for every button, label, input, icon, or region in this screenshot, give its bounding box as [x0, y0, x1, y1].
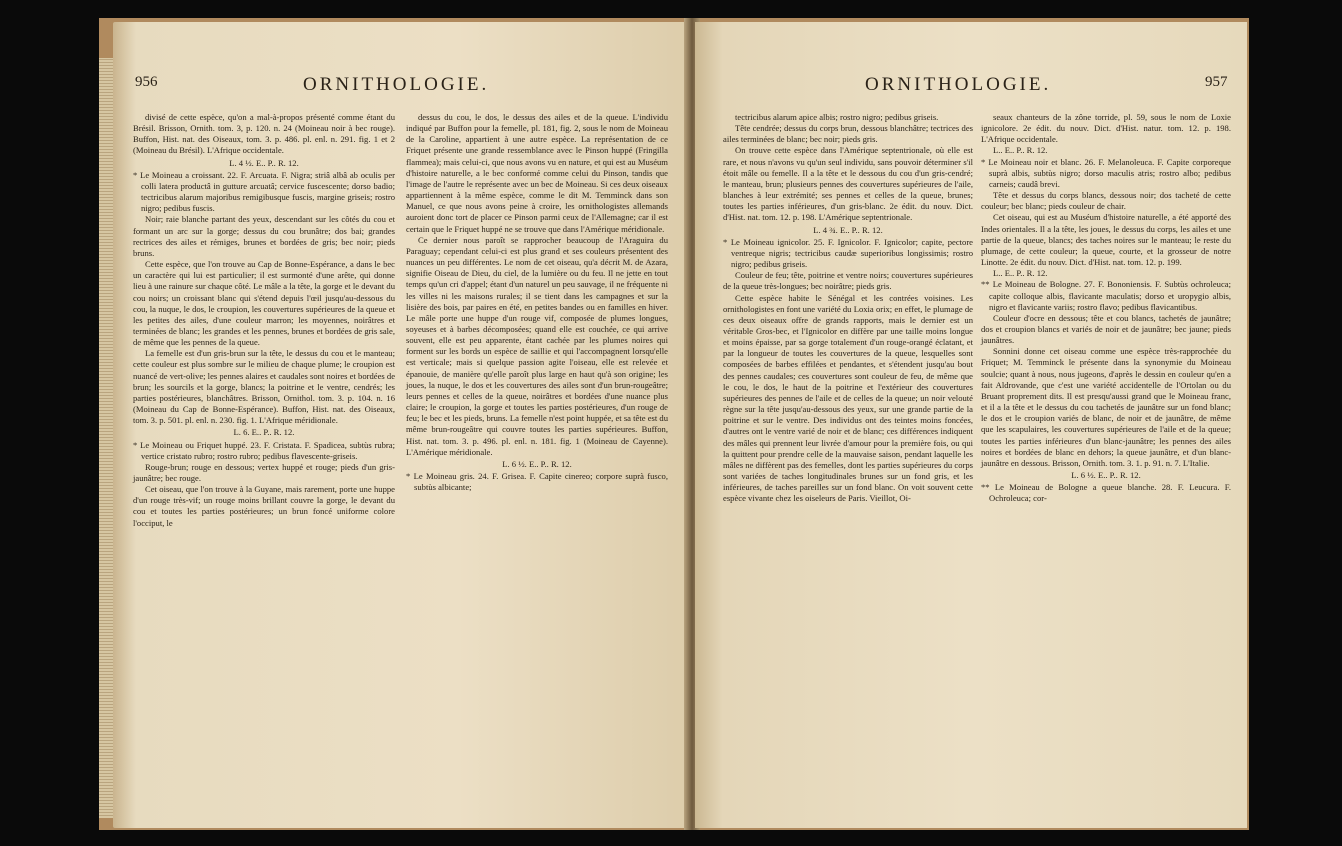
paragraph: L. 6 ½. E.. P.. R. 12.: [502, 458, 572, 469]
paragraph: Cette espèce, que l'on trouve au Cap de Bonne-Espérance, a dans le bec un caractère qui lui est particulier; il est surmonté d'une arête, qui donne lieu à une rainure sur chaque côté. Le mâle a la tête, la gorge et le devant du cou noirs; un croissant blanc qui s'étend depuis l'œil jusqu'au-dessous du cou, la nuque, le dos, le croupion, les couvertures supérieures de la queue et les petites des ailes, d'une couleur marron; les moyennes, noirâtres et terminées de blanc; les grandes et les pennes, brunes et bordées de gris sale, de même que les pennes de la queue.: [133, 259, 395, 348]
paragraph: L.. E.. P.. R. 12.: [993, 145, 1048, 156]
paragraph: * Le Moineau noir et blanc. 26. F. Melanoleuca. F. Capite corporeque suprà albis, subtùs nigro; dorso maculis atris; rostro albo; pedibus carneis; caudâ brevi.: [981, 156, 1231, 189]
paragraph: L. 6 ½. E.. P.. R. 12.: [1071, 470, 1141, 480]
paragraph: L. 4 ½. E.. P.. R. 12.: [229, 157, 299, 168]
paragraph: Couleur d'ocre en dessous; tête et cou blancs, tachetés de jaunâtre; dos et croupion blancs et variés de noir et de jaunâtre; bec jaune; pieds jaunâtres.: [981, 312, 1231, 346]
paragraph: dessus du cou, le dos, le dessus des ailes et de la queue. L'individu indiqué par Buffon pour la femelle, pl. 181, fig. 2, sous le nom de Moineau de la Caroline, appartient à une autre espèce. La représentation de ce Friquet présente une grande ressemblance avec le Pinson huppé (Fringilla flammea); mais celui-ci, que nous avons vu en nature, et qui est au Muséum d'histoire naturelle, a le bec conformé comme celui du Pinson, tandis que l'image de l'autre le représente avec un bec de Moineau. Si ces deux oiseaux appartiennent à la même espèce, comme le dit M. Temminck dans son Manuel, ce que nous avons peine à croire, les ornithologistes allemands auroient donc tort de placer ce Pinson parmi ceux de l'Allemagne; car il est certain que le Friquet huppé ne se trouve que dans l'Amérique méridionale.: [406, 112, 668, 234]
paragraph: * Le Moineau a croissant. 22. F. Arcuata. F. Nigra; striâ albâ ab oculis per colli latera productâ in gutture arcuatâ; cervice fuscescente; dorso badio; tectricibus alarum majoribus remigibusque fuscis, margine griseis; rostro nigro; pedibus fuscis.: [133, 169, 395, 214]
paragraph: Cet oiseau, qui est au Muséum d'histoire naturelle, a été apporté des Indes orientales. Il a la tête, les joues, le dessus du corps, les ailes et une partie de la queue, blancs; des taches noires sur le manteau; le reste du plumage, de cette couleur; la queue, courte, et la grosseur de notre Linotte. 2e édit. du nouv. Dict. d'Hist. nat. tom. 12. p. 199.: [981, 212, 1231, 268]
paragraph: Cette espèce habite le Sénégal et les contrées voisines. Les ornithologistes en font une variété du Loxia orix; en effet, le plumage de ces deux oiseaux offre de grands rapports, mais le dernier est un véritable Gros-bec, et l'Ignicolor en diffère par une taille moins longue et moins épaisse, par sa gorge totalement d'un rouge-orangé éclatant, et par la longueur de toutes les couvertures de la queue, lesquelles sont composées de barbes effilées et pendantes, et s'étendent jusqu'au bout des pennes caudales; ces couvertures sont couleur de feu, de même que le cou, le dos, le haut de la poitrine et l'extérieur des couvertures supérieures des pennes de l'aile et de celles de la queue; un noir velouté règne sur la tête jusqu'au-dessous des yeux, sur une grande partie de la poitrine et sur le ventre. Des individus ont des teintes moins foncées, d'autres ont le ventre varié de noir et de blanc; ces différences indiquent des mâles qui prennent leur livrée d'amour pour la première fois, ou qui la quittent pour prendre celle de la mauvaise saison, pendant laquelle les mâles ne diffèrent pas des femelles, dont les parties supérieures du corps sont variées de taches longitudinales brunes sur un fond gris, et les inférieures, de taches pareilles sur un fond blanc. On voit souvent cette espèce vivante chez les oiseleurs de Paris. Vieillot, Oi-: [723, 292, 973, 504]
paragraph: seaux chanteurs de la zône torride, pl. 59, sous le nom de Loxie ignicolore. 2e édit. du nouv. Dict. d'Hist. natur. tom. 12. p. 198. L'Afrique occidentale.: [981, 112, 1231, 145]
book-spread: [99, 18, 1249, 830]
paragraph: * Le Moineau ignicolor. 25. F. Ignicolor. F. Ignicolor; capite, pectore ventreque nigris; tectricibus caudæ superioribus longissimis; rostro nigro; pedibus griseis.: [723, 236, 973, 270]
paragraph: * Le Moineau ou Friquet huppé. 23. F. Cristata. F. Spadicea, subtùs rubra; vertice cristato rubro; rostro rubro; pedibus flavescente-griseis.: [133, 439, 395, 461]
right-page-number: 957: [1205, 74, 1228, 90]
paragraph: La femelle est d'un gris-brun sur la tête, le dessus du cou et le manteau; cette couleur est plus sombre sur le milieu de chaque plume; le croupion est nuancé de vert-olive; les pennes alaires et caudales sont noires et bordées de brun; les sourcils et la gorge, blancs; la poitrine et le ventre, cendrés; les parties postérieures, blanchâtres. Brisson, Ornithol. tom. 3. p. 104. n. 16 (Moineau du Cap de Bonne-Espérance). Buffon, Hist. nat. des Oiseaux, tom. 3. p. 501. pl. enl. n. 230. fig. 1. L'Afrique méridionale.: [133, 348, 396, 426]
paragraph: ** Le Moineau de Bologne a queue blanche. 28. F. Leucura. F. Ochroleuca; cor-: [981, 482, 1231, 504]
paragraph: On trouve cette espèce dans l'Amérique septentrionale, où elle est rare, et nous n'avons vu qu'un seul individu, sans pouvoir déterminer s'il étoit mâle ou femelle. Il a la tête et le dessous du cou d'un gris-cendré; le manteau, brun; plusieurs pennes des couvertures supérieures de l'aile, blanches à leur extrémité; ses pennes et celles de la queue, brunes; toutes les parties inférieures, d'un gris-blanc. 2e édit. du nouv. Dict. d'Hist. nat. tom. 12. p. 198. L'Amérique septentrionale.: [723, 145, 973, 223]
paragraph: L.. E.. P.. R. 12.: [993, 268, 1048, 279]
paragraph: Cet oiseau, que l'on trouve à la Guyane, mais rarement, porte une huppe d'un rouge très-vif; un rouge moins brillant couvre la gorge, le devant du cou et toutes les parties postérieures; un brun foncé uniforme colore l'occiput, le: [133, 484, 395, 528]
paragraph: Tête et dessus du corps blancs, dessous noir; dos tacheté de cette couleur; bec blanc; pieds couleur de chair.: [981, 190, 1231, 212]
paragraph: divisé de cette espèce, qu'on a mal-à-propos présenté comme étant du Brésil. Brisson, Ornith. tom. 3, p. 120. n. 24 (Moineau noir à bec rouge). Buffon, Hist. nat. des Oiseaux, tom. 3. p. 486. pl. enl. n. 291. fig. 1 et 2 (Moineau du Brésil). L'Afrique occidentale.: [133, 112, 395, 156]
right-page: [695, 22, 1247, 828]
left-page: [113, 22, 688, 828]
paragraph: Tête cendrée; dessus du corps brun, dessous blanchâtre; tectrices des ailes terminées de blanc; bec noir; pieds gris.: [723, 123, 973, 145]
right-running-head: ORNITHOLOGIE.: [865, 74, 1052, 95]
paragraph: Ce dernier nous paroît se rapprocher beaucoup de l'Araguira du Paraguay; cependant celui-ci est plus grand et ses couleurs présentent des nuances un peu différentes. Le nom de cet oiseau, qu'a décrit M. de Azara, signifie Oiseau de Dieu, du ciel, de la lumière ou du feu. Il ne jette en tout temps qu'un cri d'appel; étant d'un naturel un peu sauvage, il ne fréquente ni les villes ni les maisons rurales; il se tient dans les campagnes et sur la lisière des bois, par paires en été, en petites bandes ou en familles en hiver. Le mâle porte une huppe d'un rouge vif, composée de plumes longues, soyeuses et à barbes décomposées; quand elle est couchée, ce qui arrive souvent, elle est peu apparente, étant cachée par les plumes noires qui forment sur les bords un espèce de saillie et qui l'accompagnent lorsqu'elle est verticale; mais si quelque passion agite l'oiseau, elle est relevée et épanouie, de manière qu'elle paroît plus large en haut qu'à son origine; les joues, la nuque, le dos et les couvertures des ailes sont d'un brun-rougeâtre; leurs pennes et celles de la queue, noirâtres et bordées d'une nuance plus claire; le croupion, la gorge et toutes les parties postérieures, d'un rouge de feu; le bec et les pieds, bruns. La femelle n'est point huppée, et sa tête est du même brun-rougeâtre qui couvre toutes les parties supérieures. Buffon, Hist. nat. tom. 3. p. 496. pl. enl. n. 181. fig. 1 (Moineau de Cayenne). L'Amérique méridionale.: [406, 234, 668, 457]
paragraph: ** Le Moineau de Bologne. 27. F. Bononiensis. F. Subtùs ochroleuca; capite colloque albis, flavicante maculatis; dorso et uropygio albis, nigro et flavicante variis; rostro flavo; pedibus flavicantibus.: [981, 279, 1231, 312]
paragraph: tectricibus alarum apice albis; rostro nigro; pedibus griseis.: [735, 112, 939, 122]
left-running-head: ORNITHOLOGIE.: [303, 74, 490, 95]
left-page-number: 956: [135, 74, 158, 90]
right-column-1: [723, 112, 973, 504]
paragraph: Sonnini donne cet oiseau comme une espèce très-rapprochée du Friquet; M. Temminck le présente dans la synonymie du Moineau soulcie; quant à nous, nous jugeons, d'après le dessin en couleur qu'en a fait Aldrovande, que c'est une variété accidentelle de l'Ortolan ou du Bruant proprement dits. Il est presqu'aussi grand que le Moineau franc, et il a la tête et le dessus du cou tachetés de jaunâtre sur un fond blanc; le dos et le croupion variés de blanc, de noir et de jaunâtre, de même que les scapulaires, les couvertures supérieures de l'aile et de la queue; toutes les parties inférieures d'un blanc-jaunâtre; les pennes des ailes noires et bordées de blanc en dehors; la queue jaunâtre, et d'un blanc-jaunâtre en dessous. Brisson, Ornith. tom. 3. 1. p. 91. n. 7. L'Italie.: [981, 346, 1231, 468]
left-column-2: [406, 112, 668, 493]
paragraph: * Le Moineau gris. 24. F. Grisea. F. Capite cinereo; corpore suprà fusco, subtùs albicante;: [406, 471, 668, 493]
right-column-2: [981, 112, 1231, 504]
paragraph: Noir; raie blanche partant des yeux, descendant sur les côtés du cou et formant un arc sur la gorge; dessus du cou brunâtre; dos bai; grandes rectrices des ailes et rémiges, brunes et bordées de gris; bec noir; pieds bruns.: [133, 214, 395, 258]
left-column-1: [133, 112, 395, 529]
page-edges: [99, 58, 113, 818]
paragraph: L. 4 ¾. E.. P.. R. 12.: [813, 224, 883, 235]
paragraph: L. 6. E.. P.. R. 12.: [233, 427, 295, 438]
paragraph: Couleur de feu; tête, poitrine et ventre noirs; couvertures supérieures de la queue très-longues; bec noirâtre; pieds gris.: [723, 270, 973, 292]
paragraph: Rouge-brun; rouge en dessous; vertex huppé et rouge; pieds d'un gris-jaunâtre; bec rouge.: [133, 461, 395, 483]
